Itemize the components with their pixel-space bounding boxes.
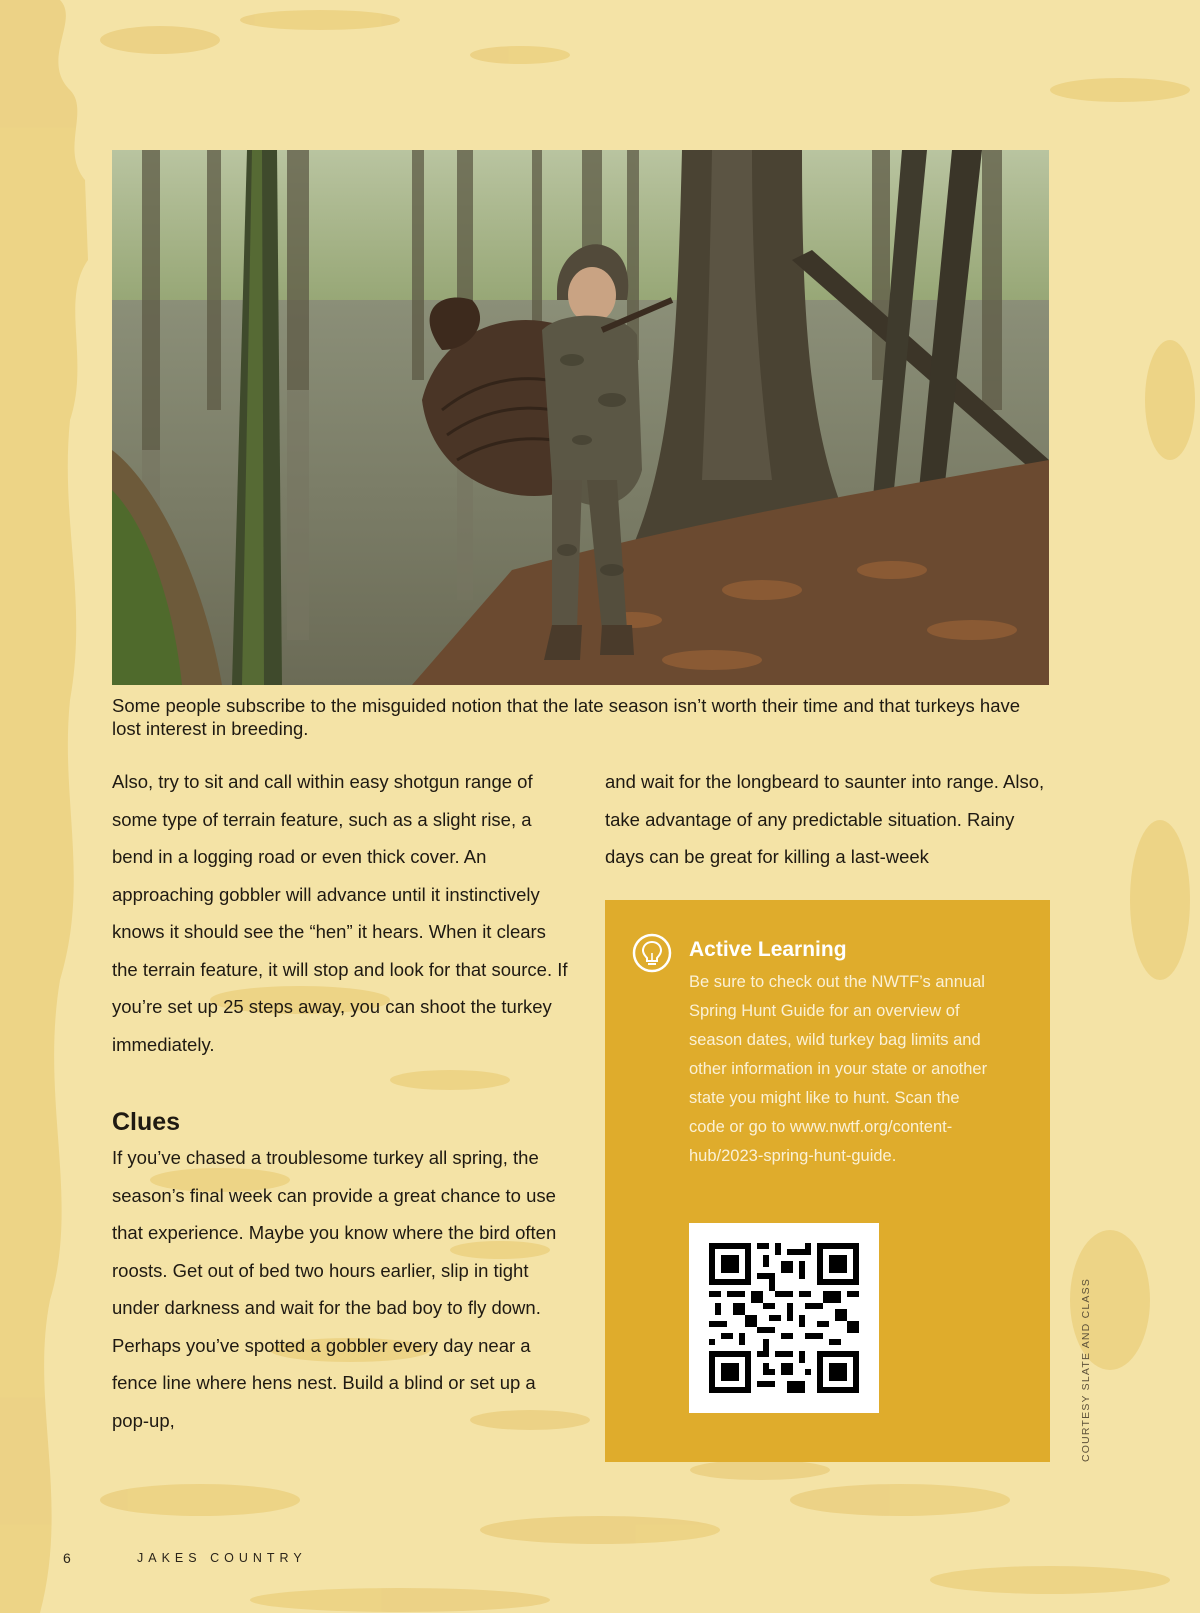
body-paragraph: Also, try to sit and call within easy shotgun range of some type of terrain feature, such as a slight rise, a bend in a logging road or even thick cover. An approaching gobbler will advance until it instinctively knows it should see the “hen” it hears. When it clears the terrain feature, it will stop and look for that source. If you’re set up 25 steps away, you can shoot the turkey immediately. <box>112 771 568 1055</box>
right-column <box>605 763 1055 876</box>
photo-caption: Some people subscribe to the misguided notion that the late season isn’t worth their time and that turkeys have lost interest in breeding. <box>112 695 1021 739</box>
sidebar-body: Be sure to check out the NWTF’s annual Spring Hunt Guide for an overview of season dates, wild turkey bag limits and other information in your state or another state you might like to hunt. Scan the code or go to www.nwtf.org/content-hub/2023-spring-hunt-guide. <box>689 973 988 1165</box>
left-column <box>112 763 572 1439</box>
qr-code[interactable] <box>689 1223 879 1413</box>
lightbulb-icon <box>632 933 672 973</box>
photo-credit: COURTESY SLATE AND CLASS <box>1080 1277 1092 1462</box>
body-paragraph: and wait for the longbeard to saunter into range. Also, take advantage of any predictable situation. Rainy days can be great for killing a last-week <box>605 771 1045 867</box>
hero-photo <box>112 150 1049 685</box>
swamp-hunter-illustration <box>112 150 1049 685</box>
body-paragraph: If you’ve chased a troublesome turkey all spring, the season’s final week can provide a great chance to use that experience. Maybe you know where the bird often roosts. Get out of bed two hours earlier, slip in tight under darkness and wait for the bad boy to fly down. Perhaps you’ve spotted a gobbler every day near a fence line where hens nest. Build a blind or set up a pop-up, <box>112 1147 557 1431</box>
active-learning-box <box>605 900 1050 1462</box>
qr-code-pattern <box>709 1243 859 1393</box>
page-number: 6 <box>63 1550 71 1566</box>
publication-name: JAKES COUNTRY <box>137 1551 307 1565</box>
sidebar-title: Active Learning <box>689 938 847 961</box>
section-heading: Clues <box>112 1108 181 1136</box>
